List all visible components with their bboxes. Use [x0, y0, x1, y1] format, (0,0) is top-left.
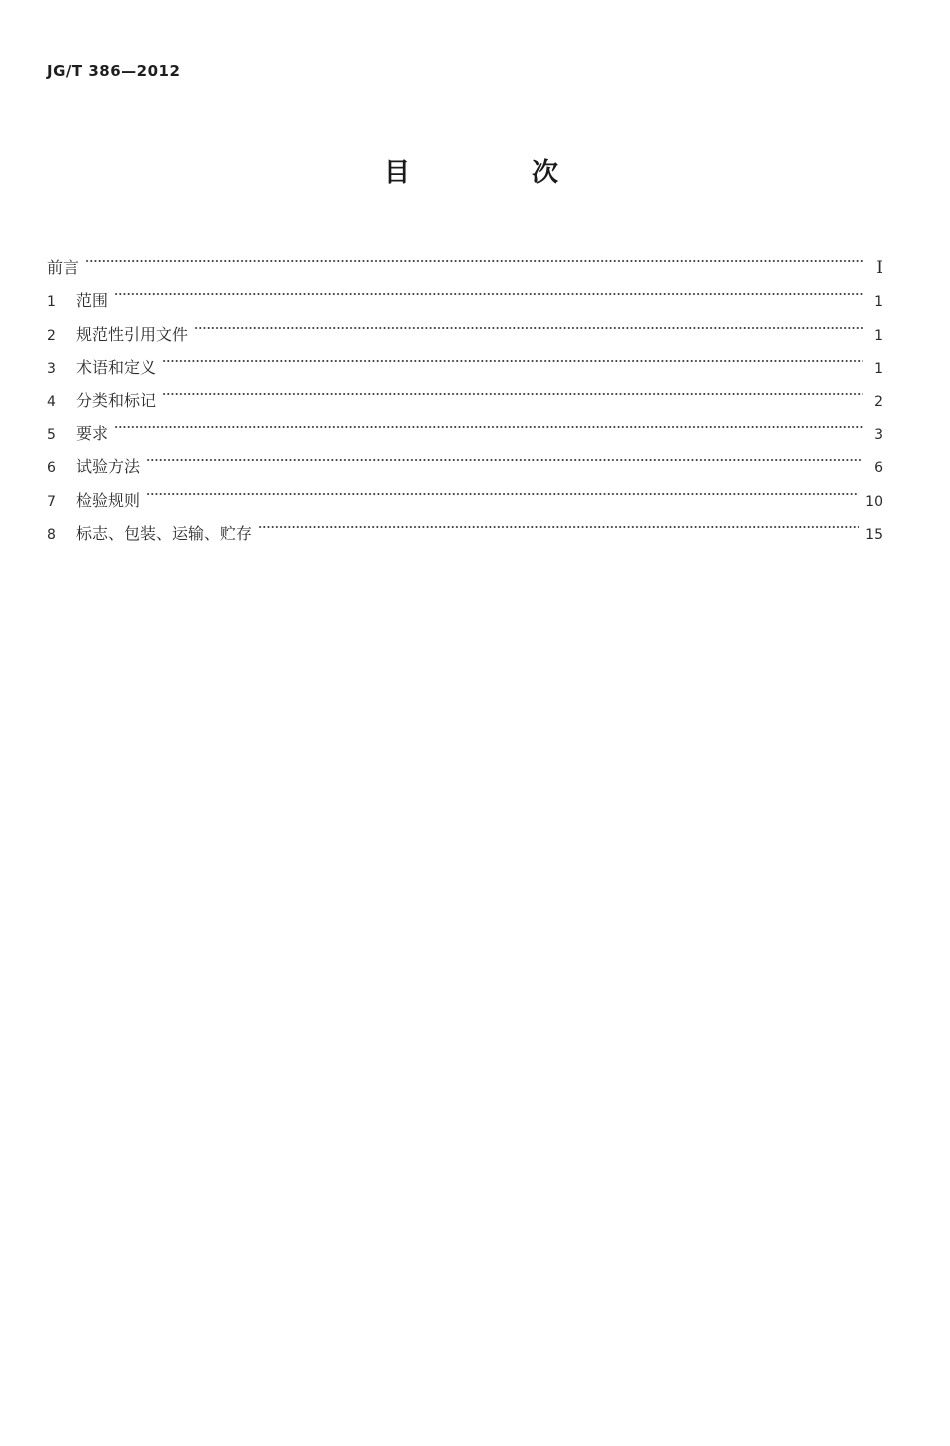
dot-leader	[162, 373, 863, 406]
toc-entry-classification[interactable]	[47, 373, 883, 410]
dot-leader	[258, 506, 859, 539]
toc-entry-page: 10	[865, 493, 883, 510]
toc-entry-number: 4	[47, 393, 56, 410]
toc-entry-page: 1	[874, 327, 883, 344]
toc-entry-text: 前言	[47, 258, 80, 278]
toc-entry-page: 6	[874, 460, 883, 477]
toc-entry-number: 5	[47, 427, 56, 444]
toc-entry-page: 2	[874, 393, 883, 410]
dot-leader	[146, 439, 863, 472]
toc-entry-page: 15	[865, 526, 883, 543]
toc-entry-page: 1	[874, 294, 883, 311]
dot-leader	[85, 240, 863, 273]
toc-list	[47, 240, 883, 543]
toc-entry-normative-references[interactable]	[47, 306, 883, 344]
toc-entry-text: 要求	[76, 424, 109, 444]
toc-entry-foreword[interactable]	[47, 240, 883, 279]
toc-entry-marking-packaging[interactable]	[47, 506, 883, 543]
dot-leader	[114, 273, 863, 306]
toc-entry-page: 1	[874, 360, 883, 377]
toc-entry-number: 2	[47, 327, 56, 344]
toc-entry-number: 1	[47, 294, 56, 311]
toc-entry-number: 8	[47, 526, 56, 543]
toc-entry-text: 标志、包装、运输、贮存	[76, 523, 253, 543]
toc-entry-page: 3	[874, 427, 883, 444]
dot-leader	[162, 340, 863, 373]
toc-entry-text: 术语和定义	[76, 357, 157, 377]
toc-entry-number: 7	[47, 493, 56, 510]
toc-entry-page: I	[876, 258, 883, 279]
toc-entry-test-methods[interactable]	[47, 439, 883, 477]
toc-entry-number: 3	[47, 360, 56, 377]
toc-entry-text: 范围	[76, 291, 109, 311]
toc-entry-text: 规范性引用文件	[76, 324, 189, 344]
toc-entry-number: 6	[47, 460, 56, 477]
toc-entry-requirements[interactable]	[47, 406, 883, 444]
toc-entry-terms-definitions[interactable]	[47, 340, 883, 377]
toc-title: 目 次	[383, 158, 606, 188]
toc-entry-text: 检验规则	[76, 490, 141, 510]
standard-code: JG/T 386—2012	[47, 62, 181, 80]
dot-leader	[146, 472, 859, 505]
toc-entry-text: 试验方法	[76, 457, 141, 477]
dot-leader	[194, 306, 863, 339]
toc-entry-text: 分类和标记	[76, 390, 157, 410]
dot-leader	[114, 406, 863, 439]
toc-entry-scope[interactable]	[47, 273, 883, 311]
toc-entry-inspection-rules[interactable]	[47, 472, 883, 510]
